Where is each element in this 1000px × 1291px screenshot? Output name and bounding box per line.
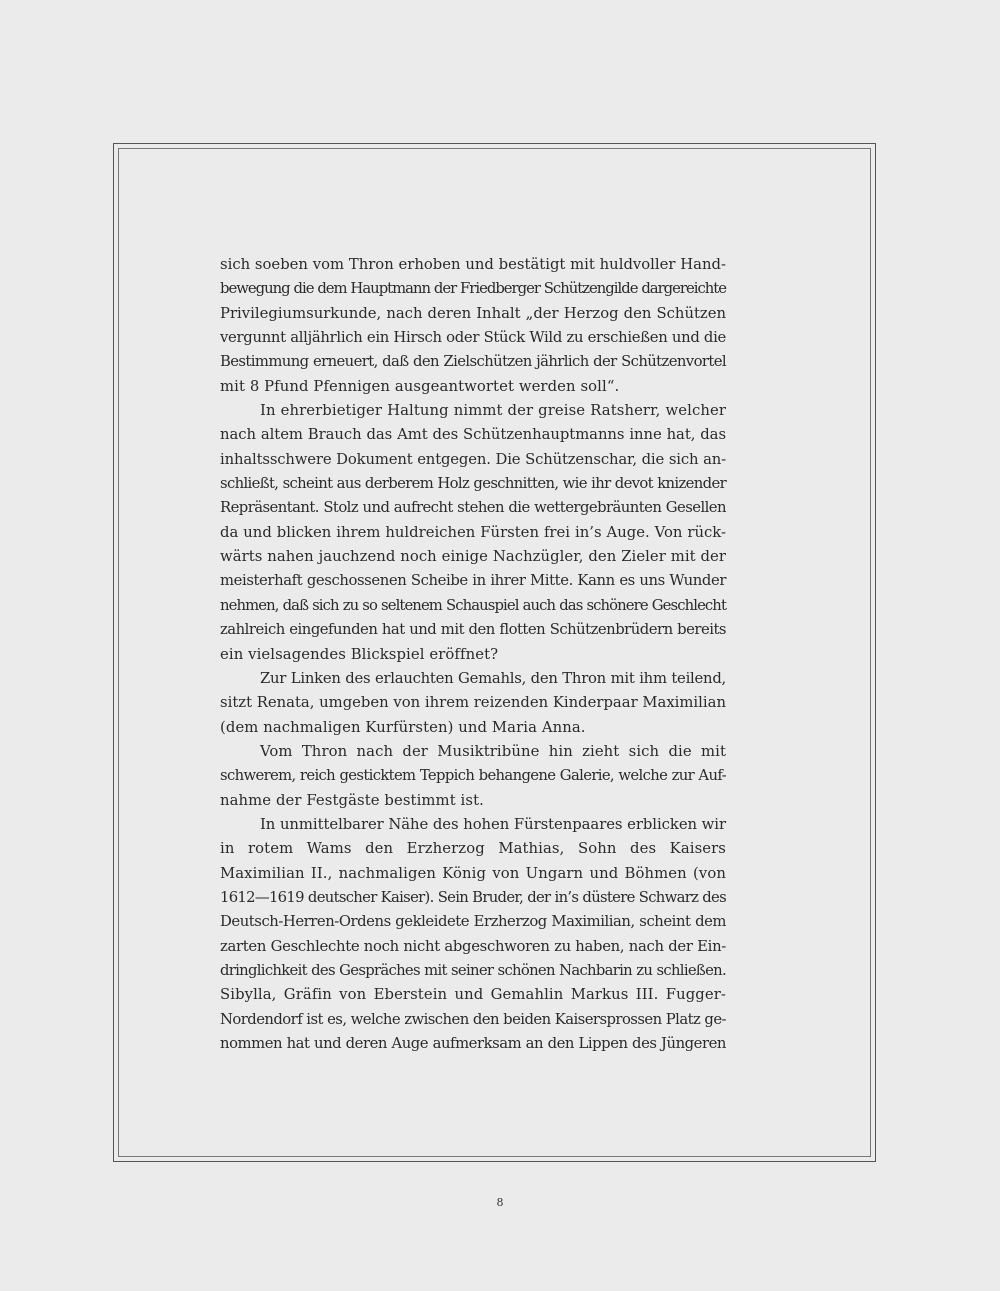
text-line: da und blicken ihrem huldreichen Fürsten frei in’s Auge. Von rück-: [220, 523, 726, 541]
text-line: sich soeben vom Thron erhoben und bestätigt mit huldvoller Hand-: [220, 256, 726, 273]
text-line: (dem nachmaligen Kurfürsten) und Maria Anna.: [220, 718, 586, 736]
text-line: Nordendorf ist es, welche zwischen den beiden Kaisersprossen Platz ge-: [220, 1010, 726, 1028]
text-line: zahlreich eingefunden hat und mit den flotten Schützenbrüdern bereits: [220, 621, 726, 639]
text-line: Maximilian II., nachmaligen König von Ungarn und Böhmen (von: [220, 864, 726, 882]
text-line: nahme der Festgäste bestimmt ist.: [220, 791, 484, 809]
text-line: nommen hat und deren Auge aufmerksam an den Lippen des Jüngeren: [220, 1035, 726, 1052]
text-line: Deutsch-Herren-Ordens gekleidete Erzherzog Maximilian, scheint dem: [220, 913, 726, 931]
text-line: Sibylla, Gräfin von Eberstein und Gemahlin Markus III. Fugger-: [220, 986, 726, 1004]
text-line: 1612—1619 deutscher Kaiser). Sein Bruder, der in’s düstere Schwarz des: [220, 888, 726, 906]
text-line: Bestimmung erneuert, daß den Zielschützen jährlich der Schützenvortel: [220, 353, 726, 371]
text-line: nehmen, daß sich zu so seltenem Schauspiel auch das schönere Geschlecht: [220, 596, 726, 614]
body-text: [220, 253, 726, 1056]
text-line: in rotem Wams den Erzherzog Mathias, Sohn des Kaisers: [220, 840, 726, 858]
text-line: Privilegiumsurkunde, nach deren Inhalt „der Herzog den Schützen: [220, 304, 726, 322]
text-line: In ehrerbietiger Haltung nimmt der greise Ratsherr, welcher: [260, 402, 726, 420]
text-line: bewegung die dem Hauptmann der Friedberger Schützengilde dargereichte: [220, 280, 726, 298]
text-line: inhaltsschwere Dokument entgegen. Die Schützenschar, die sich an-: [220, 450, 726, 468]
text-line: schließt, scheint aus derberem Holz geschnitten, wie ihr devot knizender: [220, 475, 726, 493]
text-line: dringlichkeit des Gespräches mit seiner schönen Nachbarin zu schließen.: [220, 961, 726, 979]
text-line: ein vielsagendes Blickspiel eröffnet?: [220, 645, 499, 663]
text-line: mit 8 Pfund Pfennigen ausgeantwortet werden soll“.: [220, 377, 620, 395]
text-line: Zur Linken des erlauchten Gemahls, den Thron mit ihm teilend,: [260, 669, 726, 687]
text-line: wärts nahen jauchzend noch einige Nachzügler, den Zieler mit der: [220, 548, 726, 566]
text-line: schwerem, reich gesticktem Teppich behangene Galerie, welche zur Auf-: [220, 767, 726, 785]
text-line: meisterhaft geschossenen Scheibe in ihrer Mitte. Kann es uns Wunder: [220, 572, 726, 590]
text-line: sitzt Renata, umgeben von ihrem reizenden Kinderpaar Maximilian: [220, 694, 726, 712]
text-line: Vom Thron nach der Musiktribüne hin zieht sich die mit: [260, 742, 726, 760]
text-line: In unmittelbarer Nähe des hohen Fürstenpaares erblicken wir: [260, 815, 726, 833]
text-line: zarten Geschlechte noch nicht abgeschworen zu haben, nach der Ein-: [220, 937, 726, 955]
text-line: vergunnt alljährlich ein Hirsch oder Stück Wild zu erschießen und die: [220, 329, 726, 347]
text-line: Repräsentant. Stolz und aufrecht stehen die wettergebräunten Gesellen: [220, 499, 726, 517]
page-number: 8: [496, 1196, 504, 1209]
text-line: nach altem Brauch das Amt des Schützenhauptmanns inne hat, das: [220, 426, 726, 444]
